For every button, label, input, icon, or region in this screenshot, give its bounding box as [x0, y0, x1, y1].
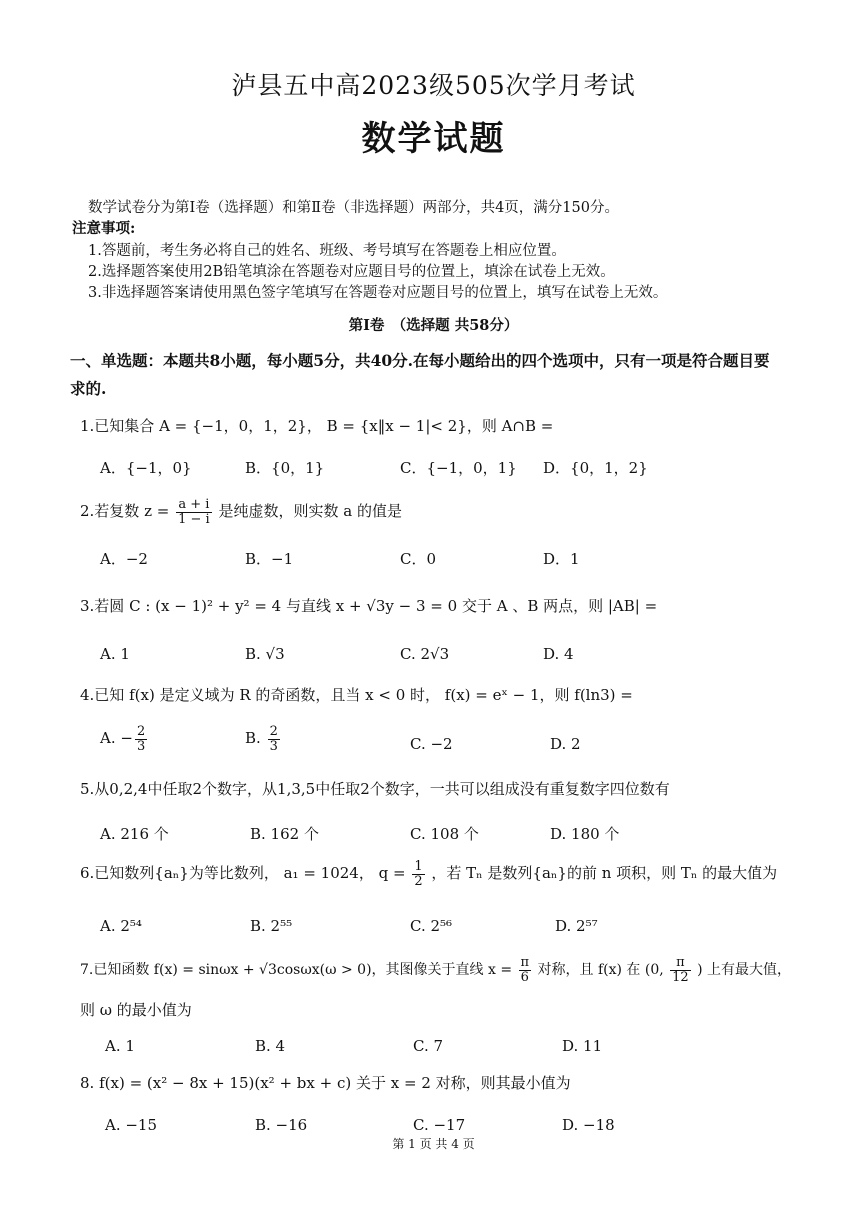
question-3-option-a: A. 1 [100, 645, 130, 663]
question-2-option-b: B．−1 [245, 550, 294, 568]
question-4-option-b [245, 725, 282, 753]
notes-heading: 注意事项: [72, 220, 136, 237]
question-4-option-a [100, 725, 149, 753]
question-8-option-a: A. −15 [105, 1116, 158, 1134]
question-4-option-a-label: A. − [100, 729, 133, 748]
section-instructions-cont: 求的. [70, 379, 107, 398]
question-6-stem-pre: 6.已知数列{aₙ}为等比数列， a₁ = 1024， q = [80, 864, 406, 883]
fraction-numerator: 1 [414, 859, 423, 874]
question-4-option-b-label: B. [245, 729, 266, 748]
question-7-stem [80, 956, 791, 984]
question-8-option-b: B. −16 [255, 1116, 308, 1134]
question-2-fraction [176, 498, 212, 526]
fraction-numerator: a + i [176, 498, 212, 513]
part-title: 第Ⅰ卷 （选择题 共58分） [348, 317, 519, 334]
question-7-option-b: B. 4 [255, 1037, 286, 1055]
question-1-option-a: A．{−1，0} [100, 459, 192, 477]
page-footer: 第 1 页 共 4 页 [392, 1137, 475, 1151]
question-2-stem-post: 是纯虚数，则实数 a 的值是 [218, 502, 402, 521]
question-2-option-c: C．0 [400, 550, 437, 568]
question-5-option-a: A. 216 个 [100, 825, 169, 843]
fraction-numerator: 2 [269, 724, 278, 739]
school-exam-title: 泸县五中高2023级505次学月考试 [231, 71, 636, 100]
question-7-fraction [519, 956, 532, 984]
question-8-option-c: C. −17 [413, 1116, 466, 1134]
question-6-stem [80, 860, 777, 888]
question-5-option-c: C. 108 个 [410, 825, 479, 843]
question-6-option-d: D. 2⁵⁷ [555, 917, 598, 935]
question-5-stem: 5.从0,2,4中任取2个数字，从1,3,5中任取2个数字，一共可以组成没有重复数字四位数有 [80, 780, 670, 798]
question-4-option-d: D. 2 [550, 735, 581, 753]
question-1-option-b: B．{0，1} [245, 459, 325, 477]
question-7-option-a: A. 1 [105, 1037, 135, 1055]
question-6-fraction [412, 860, 424, 888]
fraction-denominator: 6 [520, 969, 529, 985]
question-2-stem [80, 498, 402, 526]
question-7-stem-mid: 对称，且 f(x) 在 (0, [537, 962, 664, 979]
question-1-stem: 1.已知集合 A = {−1，0，1，2}， B = {x‖x − 1|< 2}，则 A∩B = [80, 417, 554, 435]
question-2-option-d: D．1 [543, 550, 580, 568]
question-3-option-c: C. 2√3 [400, 645, 450, 663]
question-7-fraction-2 [670, 956, 691, 984]
question-3-option-d: D. 4 [543, 645, 574, 663]
question-2-stem-pre: 2.若复数 z = [80, 502, 170, 521]
question-3-option-b: B. √3 [245, 645, 285, 663]
fraction-denominator: 3 [269, 738, 278, 754]
question-7-option-d: D. 11 [562, 1037, 603, 1055]
question-3-stem: 3.若圆 C : (x − 1)² + y² = 4 与直线 x + √3y − 3 = 0 交于 A 、B 两点，则 |AB| = [80, 597, 658, 615]
paper-intro: 数学试卷分为第Ⅰ卷（选择题）和第Ⅱ卷（非选择题）两部分，共4页，满分150分。 [88, 200, 619, 216]
question-7-stem-pre: 7.已知函数 f(x) = sinωx + √3cosωx(ω > 0)，其图像关于直线 x = [80, 962, 513, 979]
question-4-stem: 4.已知 f(x) 是定义域为 R 的奇函数，且当 x < 0 时， f(x) = eˣ − 1，则 f(ln3) = [80, 686, 633, 704]
question-5-option-d: D. 180 个 [550, 825, 620, 843]
question-4-option-a-fraction [135, 725, 147, 753]
question-8-stem: 8. f(x) = (x² − 8x + 15)(x² + bx + c) 关于 x = 2 对称，则其最小值为 [80, 1074, 571, 1092]
question-2-option-a: A．−2 [100, 550, 148, 568]
question-7-option-c: C. 7 [413, 1037, 444, 1055]
fraction-numerator: π [520, 955, 530, 970]
question-1-option-c: C．{−1，0，1} [400, 459, 517, 477]
question-7-stem-line2: 则 ω 的最小值为 [80, 1001, 192, 1019]
question-6-option-c: C. 2⁵⁶ [410, 917, 453, 935]
fraction-numerator: 2 [136, 724, 146, 739]
question-6-option-b: B. 2⁵⁵ [250, 917, 293, 935]
question-8-option-d: D. −18 [562, 1116, 615, 1134]
question-6-option-a: A. 2⁵⁴ [100, 917, 142, 935]
question-4-option-c: C. −2 [410, 735, 453, 753]
fraction-denominator: 2 [414, 873, 423, 889]
subject-title: 数学试题 [361, 119, 506, 159]
fraction-numerator: π [670, 956, 691, 971]
note-item: 3.非选择题答案请使用黑色签字笔填写在答题卷对应题目号的位置上，填写在试卷上无效。 [88, 285, 668, 301]
fraction-denominator: 1 − i [178, 511, 210, 527]
question-6-stem-post: ，若 Tₙ 是数列{aₙ}的前 n 项积，则 Tₙ 的最大值为 [431, 864, 778, 883]
question-7-stem-post: ) 上有最大值， [697, 962, 792, 979]
question-4-option-b-fraction [268, 725, 280, 753]
question-5-option-b: B. 162 个 [250, 825, 319, 843]
question-1-option-d: D．{0，1，2} [543, 459, 648, 477]
fraction-denominator: 3 [136, 738, 146, 754]
note-item: 2.选择题答案使用2B铅笔填涂在答题卷对应题目号的位置上，填涂在试卷上无效。 [88, 264, 615, 280]
fraction-denominator: 12 [672, 969, 689, 985]
section-instructions: 一、单选题：本题共8小题，每小题5分，共40分.在每小题给出的四个选项中，只有一项是符合题目要 [70, 351, 770, 370]
note-item: 1.答题前，考生务必将自己的姓名、班级、考号填写在答题卷上相应位置。 [88, 243, 566, 259]
